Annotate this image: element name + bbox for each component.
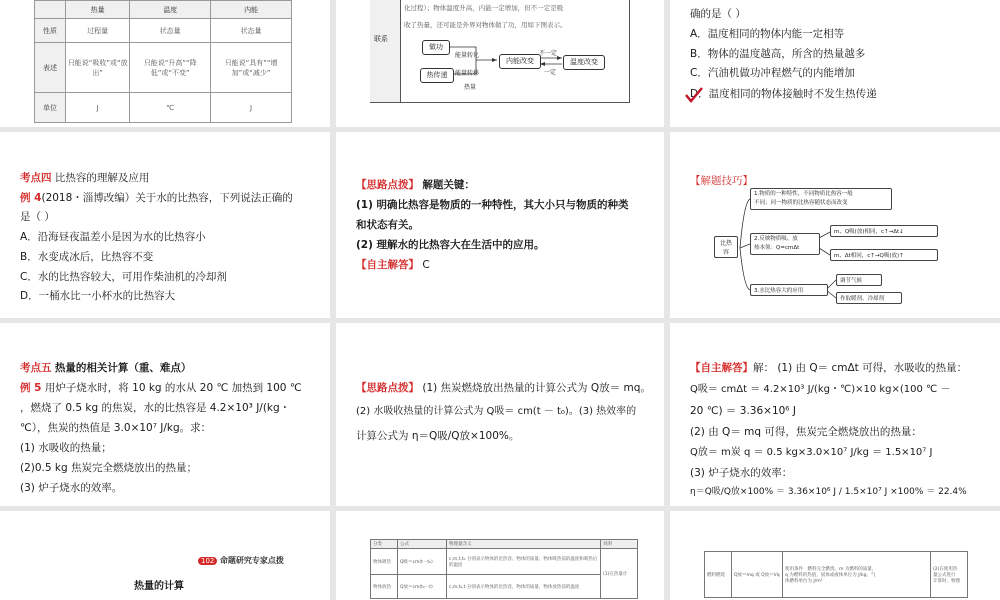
formula-table bbox=[370, 539, 638, 599]
fuel-side-line-1: (2)在使用热 bbox=[933, 566, 958, 572]
table-cell: 燃料燃烧 bbox=[705, 552, 732, 598]
think-label: 【思路点拨】 bbox=[356, 179, 419, 191]
example-five-line-1 bbox=[20, 379, 302, 397]
solution-text: 解： (1) 由 Q＝ cmΔt 可得，水吸收的热量： bbox=[753, 362, 968, 374]
table-cell: 状态量 bbox=[211, 19, 292, 43]
slide-question-options bbox=[670, 0, 1000, 127]
solution-line-6: (3) 炉子烧水的效率： bbox=[690, 467, 793, 479]
energy-conversion-label: 能量转化 bbox=[455, 52, 480, 59]
question-2: (2)0.5 kg 焦炭完全燃烧放出的热量； bbox=[20, 462, 197, 474]
row-label: 性质 bbox=[35, 19, 66, 43]
branch-2-result-2: m、Δt相同，c↑→Q吸(放)↑ bbox=[830, 249, 938, 261]
mind-map-root bbox=[714, 236, 738, 258]
table-cell: 只能说“吸收”或“放出” bbox=[66, 43, 130, 93]
slide-solution bbox=[670, 323, 1000, 506]
table-row bbox=[371, 549, 638, 575]
branch-3: 3.水比热容大的应用 bbox=[750, 284, 828, 296]
table-cell: 只能说“具有”“增加”或“减少” bbox=[211, 43, 292, 93]
topic-title: 比热容的理解及应用 bbox=[54, 172, 150, 184]
think-point-2: (2) 理解水的比热容大在生活中的应用。 bbox=[356, 239, 545, 251]
table-cell: 物体吸热 bbox=[371, 549, 398, 575]
fuel-note-line-3: 体燃料单位为 J/m³ bbox=[785, 578, 823, 584]
table-cell: ℃ bbox=[130, 93, 211, 123]
table-header-cell: 分类 bbox=[371, 540, 398, 549]
solution-label: 【自主解答】 bbox=[690, 362, 753, 374]
fuel-note-line-2: q 为燃料的热值，固体或液体单位为 J/kg，气 bbox=[785, 572, 876, 578]
table-header-cell bbox=[35, 1, 66, 19]
branch-1 bbox=[750, 188, 892, 210]
check-mark-icon bbox=[684, 87, 704, 103]
slide-thinking-formulas bbox=[336, 323, 664, 506]
option-c: C．汽油机做功冲程燃气的内能增加 bbox=[690, 67, 855, 79]
table-header-cell: 说明 bbox=[601, 540, 638, 549]
fuel-side-line-2: 量公式进行 bbox=[933, 572, 956, 578]
solution-line-3: 20 ℃) ＝ 3.36×10⁶ J bbox=[690, 405, 796, 417]
mind-map-root-label: 比热容 bbox=[719, 240, 732, 256]
relation-arrows bbox=[336, 0, 664, 127]
example-four-line bbox=[20, 189, 293, 207]
table-row bbox=[35, 93, 292, 123]
option-a: A．温度相同的物体内能一定相等 bbox=[690, 28, 845, 40]
expert-badge bbox=[198, 555, 284, 566]
table-cell bbox=[931, 552, 968, 598]
option-c: C．水的比热容较大，可用作柴油机的冷却剂 bbox=[20, 271, 227, 283]
table-cell: 只能说“升高”“降低”或“不变” bbox=[130, 43, 211, 93]
row-label: 单位 bbox=[35, 93, 66, 123]
branch-2 bbox=[750, 233, 820, 255]
topic-label: 考点五 bbox=[20, 362, 52, 374]
solution-line-1 bbox=[690, 359, 967, 377]
table-cell: J bbox=[66, 93, 130, 123]
relation-text-1: 化过程）；物体温度升高，内能一定增加，但不一定是吸 bbox=[404, 4, 564, 12]
table-cell bbox=[783, 552, 931, 598]
fuel-table bbox=[704, 551, 968, 598]
table-header-cell: 热量 bbox=[66, 1, 130, 19]
slide-heat-comparison bbox=[0, 0, 330, 127]
example-label: 例 4 bbox=[20, 192, 42, 204]
work-box: 做功 bbox=[422, 40, 450, 55]
table-row bbox=[35, 19, 292, 43]
solution-line-5: Q放＝ m炭 q ＝ 0.5 kg×3.0×10⁷ J/kg ＝ 1.5×10⁷ J bbox=[690, 447, 933, 458]
table-header-cell: 物理量含义 bbox=[447, 540, 601, 549]
answer-label: 【自主解答】 bbox=[356, 259, 419, 271]
question-3: (3) 炉子烧水的效率。 bbox=[20, 482, 123, 494]
answer-line bbox=[356, 256, 430, 274]
option-b: B．水变成冰后，比热容不变 bbox=[20, 251, 154, 263]
think-point-1b: 和状态有关。 bbox=[356, 219, 419, 231]
think-point-1: (1) 明确比热容是物质的一种特性，其大小只与物质的种类 bbox=[356, 199, 629, 211]
slide-formula-table bbox=[336, 511, 664, 600]
branch-2-result-1: m、Q吸(放)相同，c↑→Δt↓ bbox=[830, 225, 938, 237]
table-header-cell: 公式 bbox=[398, 540, 447, 549]
table-cell: 物体放热 bbox=[371, 575, 398, 599]
table-cell: 状态量 bbox=[130, 19, 211, 43]
fuel-note-line-1: 使用条件：燃料完全燃烧，m 为燃料的质量， bbox=[785, 566, 877, 572]
table-row bbox=[35, 43, 292, 93]
heat-temperature-energy-table bbox=[34, 0, 292, 123]
question-1: (1) 水吸收的热量； bbox=[20, 442, 112, 454]
table-cell: Q放＝cm(t₀－t) bbox=[398, 575, 447, 599]
branch-3-result-2: 作取暖剂、冷却剂 bbox=[836, 292, 902, 304]
slide-thinking-tips bbox=[336, 132, 664, 318]
slide-solving-skill bbox=[670, 132, 1000, 318]
branch-1-line-1: 1.物质的一种特性，不同物质比热容一般 bbox=[754, 191, 853, 197]
internal-energy-box: 内能改变 bbox=[499, 54, 541, 69]
example-label: 例 5 bbox=[20, 382, 42, 394]
table-cell: Q吸＝cm(t－t₀) bbox=[398, 549, 447, 575]
answer-value: C bbox=[422, 259, 430, 271]
skill-label: 【解题技巧】 bbox=[690, 175, 753, 187]
table-header-cell: 温度 bbox=[130, 1, 211, 19]
option-b: B．物体的温度越高，所含的热量越多 bbox=[690, 48, 866, 60]
table-row bbox=[371, 575, 638, 599]
think-line-2: (2) 水吸收热量的计算公式为 Q吸＝ cm(t － t₀)。(3) 热效率的 bbox=[356, 406, 637, 417]
table-cell: J bbox=[211, 93, 292, 123]
solution-line-7: η＝Q吸/Q放×100% ＝ 3.36×10⁶ J / 1.5×10⁷ J ×100% ＝ 22.4% bbox=[690, 487, 967, 497]
slide-topic-five bbox=[0, 323, 330, 506]
relation-text-2: 收了热量，还可能是外界对物体做了功，用如下图表示。 bbox=[404, 21, 567, 29]
heat-transfer-box: 热传递 bbox=[420, 68, 454, 83]
example-text: 用炉子烧水时，将 10 kg 的水从 20 ℃ 加热到 100 ℃ bbox=[44, 382, 302, 394]
badge-banner: 命题研究专家点拨 bbox=[219, 556, 284, 565]
think-heading bbox=[356, 176, 475, 194]
slide-fuel-table bbox=[670, 511, 1000, 600]
example-four-line-2: 是（ ） bbox=[20, 211, 55, 223]
think-text: (1) 焦炭燃烧放出热量的计算公式为 Q放＝ mq。 bbox=[422, 382, 651, 394]
branch-2-line-2: 热本领：Q=cmΔt bbox=[754, 245, 800, 251]
option-a: A．沿海昼夜温差小是因为水的比热容小 bbox=[20, 231, 206, 243]
table-cell: 过程量 bbox=[66, 19, 130, 43]
table-cell: c,m,t,t₀ 分别表示物体的比热容、物体的质量、物体吸热前的温度和吸热后的温度 bbox=[447, 549, 601, 575]
think-line-3: 计算公式为 η＝Q吸/Q放×100%。 bbox=[356, 430, 520, 442]
energy-transfer-label: 能量转移 bbox=[455, 70, 480, 77]
branch-3-result-1: 调节气候 bbox=[836, 274, 882, 286]
topic-four-heading bbox=[20, 169, 149, 187]
option-d: D．一桶水比一小杯水的比热容大 bbox=[20, 290, 176, 302]
option-d: D．温度相同的物体接触时不发生热传递 bbox=[690, 88, 877, 100]
fuel-side-line-3: 计算时，物理 bbox=[933, 578, 960, 584]
table-row bbox=[705, 552, 968, 598]
solution-line-4: (2) 由 Q＝ mq 可得，焦炭完全燃烧放出的热量： bbox=[690, 426, 922, 438]
section-title: 热量的计算 bbox=[134, 581, 184, 592]
branch-2-line-1: 2.反映物质吸、放 bbox=[754, 236, 798, 242]
relation-label: 联系 bbox=[374, 35, 388, 43]
heat-under-label: 热量 bbox=[464, 84, 477, 91]
slide-topic-four bbox=[0, 132, 330, 318]
topic-title: 热量的相关计算（重、难点） bbox=[54, 362, 192, 374]
think-label: 【思路点拨】 bbox=[356, 382, 419, 394]
branch-1-line-2: 不同；同一物质的比热容随状态而改变 bbox=[754, 200, 848, 206]
necessarily-label: 一定 bbox=[544, 69, 557, 76]
example-five-line-2: ，燃烧了 0.5 kg 的焦炭，水的比热容是 4.2×10³ J/(kg・ bbox=[20, 402, 291, 414]
table-cell: (1)在热量计 bbox=[601, 549, 638, 599]
not-necessarily-label: 不一定 bbox=[539, 50, 558, 57]
table-header-cell: 内能 bbox=[211, 1, 292, 19]
temperature-box: 温度改变 bbox=[563, 55, 605, 70]
row-label: 表述 bbox=[35, 43, 66, 93]
badge-number: 102 bbox=[198, 557, 217, 565]
example-five-line-3: ℃），焦炭的热值是 3.0×10⁷ J/kg。求： bbox=[20, 422, 212, 434]
table-cell: Q放＝mq 或 Q放＝Vq bbox=[732, 552, 783, 598]
topic-label: 考点四 bbox=[20, 172, 52, 184]
slide-expert-tips bbox=[0, 511, 330, 600]
solution-line-2: Q吸＝ cmΔt ＝ 4.2×10³ J/(kg・℃)×10 kg×(100 ℃ － bbox=[690, 384, 951, 395]
table-cell: c,m,t₀,t 分别表示物体的比热容、物体的质量、物体放热前的温度 bbox=[447, 575, 601, 599]
question-stem: 确的是（ ） bbox=[690, 8, 746, 20]
slide-energy-relation bbox=[336, 0, 664, 127]
think-line-1 bbox=[356, 379, 651, 397]
example-text: (2018・淄博改编）关于水的比热容，下列说法正确的 bbox=[41, 192, 293, 204]
topic-five-heading bbox=[20, 359, 191, 377]
think-text: 解题关键： bbox=[422, 179, 475, 191]
